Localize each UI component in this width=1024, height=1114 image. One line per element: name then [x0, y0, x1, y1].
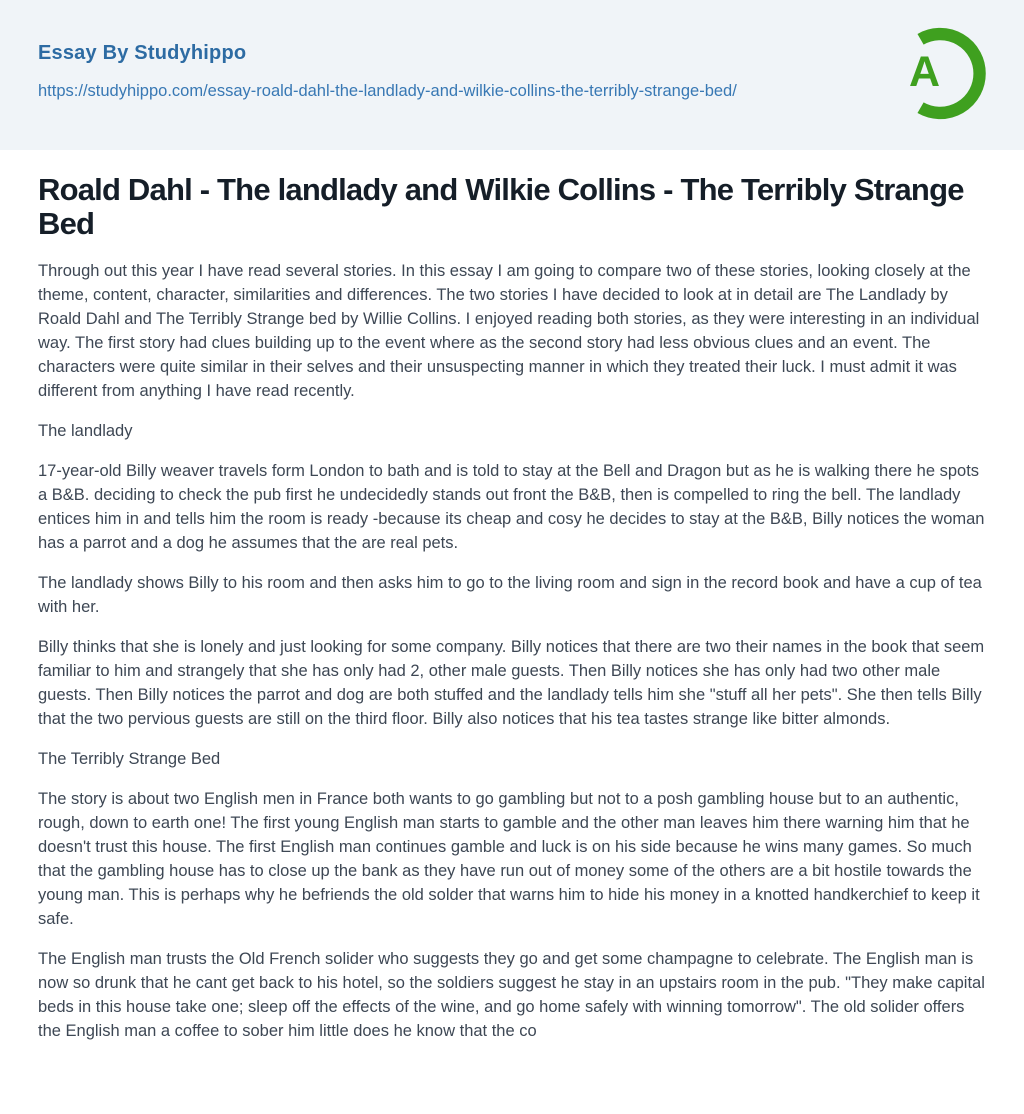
essay-section-heading-landlady: The landlady — [38, 422, 133, 440]
essay-title: Roald Dahl - The landlady and Wilkie Collins - The Terribly Strange Bed — [38, 172, 964, 241]
essay-section-heading-strange-bed: The Terribly Strange Bed — [38, 750, 221, 768]
logo-letter: A — [909, 48, 941, 96]
essay-paragraph-landlady-1: 17-year-old Billy weaver travels form London to bath and is told to stay at the Bell and Dragon but as he is walking there he spots a B&B. deciding to check the pub first he undecidedly stands out front the B&B, then is compelled to ring the bell. The landlady entices him in and tells him the room is ready -because its cheap and cosy he decides to stay at the B&B, Billy notices the woman has a parrot and a dog he assumes that the are real pets. — [38, 462, 985, 552]
essay-url-link[interactable]: https://studyhippo.com/essay-roald-dahl-the-landlady-and-wilkie-collins-the-terribly-strange-bed/ — [38, 82, 737, 100]
essay-content — [0, 173, 1024, 1043]
essay-paragraph-landlady-3: Billy thinks that she is lonely and just looking for some company. Billy notices that there are two their names in the book that seem familiar to him and strangely that she has only had 2, other male guests. Then Billy notices she has only had two other male guests. Then Billy notices the parrot and dog are both stuffed and the landlady tells him she "stuff all her pets". She then tells Billy that the two pervious guests are still on the third floor. Billy also notices that his tea tastes strange like bitter almonds. — [38, 638, 985, 728]
studyhippo-arc-icon — [893, 26, 988, 121]
site-label: Essay By Studyhippo — [38, 42, 247, 64]
studyhippo-logo — [893, 26, 988, 121]
page-header — [0, 0, 1024, 150]
essay-paragraph-strange-bed-2: The English man trusts the Old French solider who suggests they go and get some champagne to celebrate. The English man is now so drunk that he cant get back to his hotel, so the soldiers suggest he stay in an upstairs room in the pub. "They make capital beds in this house take one; sleep off the effects of the wine, and go home safely with winning tomorrow". The old solider offers the English man a coffee to sober him little does he know that the co — [38, 950, 985, 1040]
essay-paragraph-landlady-2: The landlady shows Billy to his room and then asks him to go to the living room and sign in the record book and have a cup of tea with her. — [38, 574, 982, 616]
essay-paragraph-intro: Through out this year I have read several stories. In this essay I am going to compare two of these stories, looking closely at the theme, content, character, similarities and differences. The two stories I have decided to look at in detail are The Landlady by Roald Dahl and The Terribly Strange bed by Willie Collins. I enjoyed reading both stories, as they were interesting in an individual way. The first story had clues building up to the event where as the second story had less obvious clues and an event. The characters were quite similar in their selves and their unsuspecting manner in which they treated their luck. I must admit it was different from anything I have read recently. — [38, 262, 980, 400]
essay-paragraph-strange-bed-1: The story is about two English men in France both wants to go gambling but not to a posh gambling house but to an authentic, rough, down to earth one! The first young English man starts to gamble and the other man leaves him there warning him that he doesn't trust this house. The first English man continues gamble and luck is on his side because he wins many games. So much that the gambling house has to close up the bank as they have run out of money some of the others are a bit hostile towards the young man. This is perhaps why he befriends the old solder that warns him to hide his money in a knotted handkerchief to keep it safe. — [38, 790, 980, 928]
